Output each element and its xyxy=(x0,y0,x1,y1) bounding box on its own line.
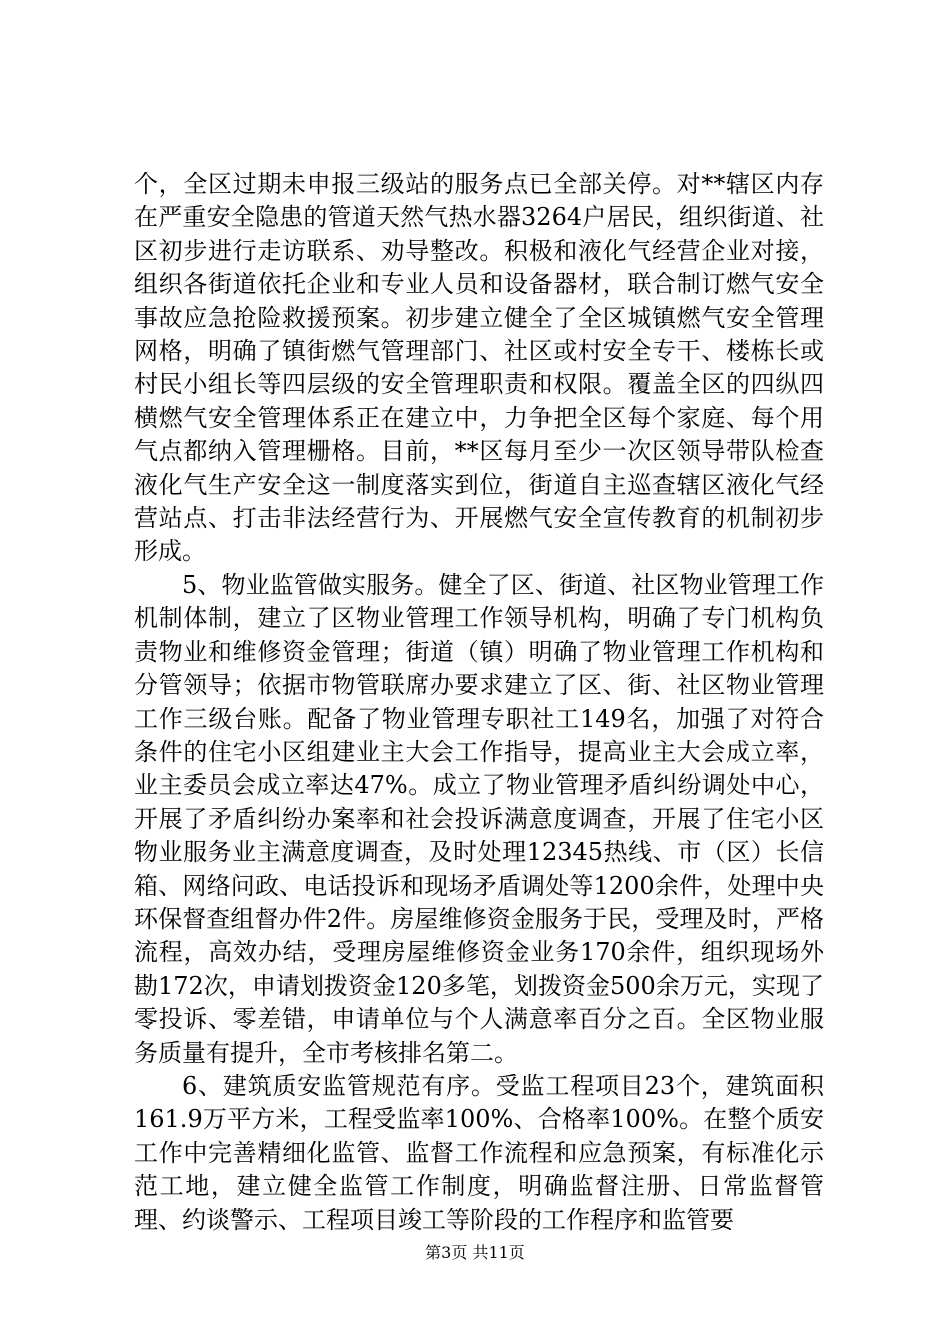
page-footer xyxy=(0,1243,950,1263)
document-body xyxy=(134,168,824,1237)
paragraph-property-management: 5、物业监管做实服务。健全了区、街道、社区物业管理工作机制体制，建立了区物业管理工作领导机构，明确了专门机构负责物业和维修资金管理；街道（镇）明确了物业管理工作机构和分管领导；依据市物管联席办要求建立了区、街、社区物业管理工作三级台账。配备了物业管理专职社工149名，加强了对符合条件的住宅小区组建业主大会工作指导，提高业主大会成立率，业主委员会成立率达47%。成立了物业管理矛盾纠纷调处中心，开展了矛盾纠纷办案率和社会投诉满意度调查，开展了住宅小区物业服务业主满意度调查，及时处理12345热线、市（区）长信箱、网络问政、电话投诉和现场矛盾调处等1200余件，处理中央环保督查组督办件2件。房屋维修资金服务于民，受理及时，严格流程，高效办结，受理房屋维修资金业务170余件，组织现场外勘172次，申请划拨资金120多笔，划拨资金500余万元，实现了零投诉、零差错，申请单位与个人满意率百分之百。全区物业服务质量有提升，全市考核排名第二。 xyxy=(134,570,824,1067)
paragraph-continuation: 个，全区过期未申报三级站的服务点已全部关停。对**辖区内存在严重安全隐患的管道天然气热水器3264户居民，组织街道、社区初步进行走访联系、劝导整改。积极和液化气经营企业对接，组织各街道依托企业和专业人员和设备器材，联合制订燃气安全事故应急抢险救援预案。初步建立健全了全区城镇燃气安全管理网格，明确了镇街燃气管理部门、社区或村安全专干、楼栋长或村民小组长等四层级的安全管理职责和权限。覆盖全区的四纵四横燃气安全管理体系正在建立中，力争把全区每个家庭、每个用气点都纳入管理栅格。目前，**区每月至少一次区领导带队检查液化气生产安全这一制度落实到位，街道自主巡查辖区液化气经营站点、打击非法经营行为、开展燃气安全宣传教育的机制初步形成。 xyxy=(134,170,824,566)
page-number: 第3页 共11页 xyxy=(425,1243,525,1262)
paragraph-construction-quality: 6、建筑质安监管规范有序。受监工程项目23个，建筑面积161.9万平方米，工程受监率100%、合格率100%。在整个质安工作中完善精细化监管、监督工作流程和应急预案，有标准化示范工地，建立健全监管工作制度，明确监督注册、日常监督管理、约谈警示、工程项目竣工等阶段的工作程序和监管要 xyxy=(134,1071,824,1234)
